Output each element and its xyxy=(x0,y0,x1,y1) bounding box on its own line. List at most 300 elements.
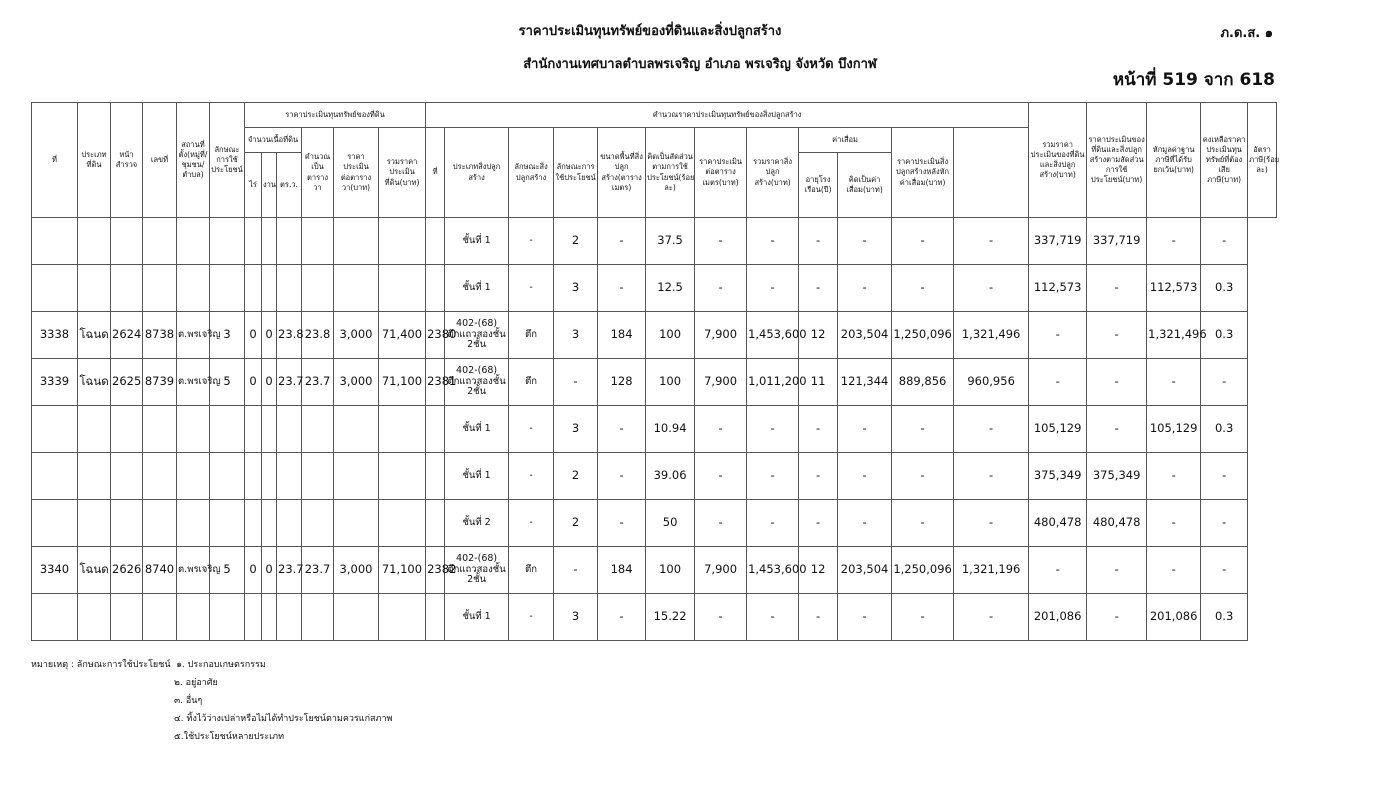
cell-land-type xyxy=(78,453,111,500)
table-row xyxy=(32,359,1277,406)
cell-b-usage: 2 xyxy=(554,218,598,265)
cell-ngan: 0 xyxy=(262,312,277,359)
cell-usage xyxy=(210,218,245,265)
cell-b-pct: 15.22 xyxy=(646,594,695,641)
cell-land-total: 71,100 xyxy=(379,547,426,594)
cell-exemption: - xyxy=(1087,359,1147,406)
col-rai: ไร่ xyxy=(245,153,262,218)
cell-grand-total: 1,321,496 xyxy=(954,312,1029,359)
cell-b-no xyxy=(426,453,445,500)
table-row xyxy=(32,265,1277,312)
cell-land-type: โฉนด xyxy=(78,547,111,594)
cell-b-after-dep: - xyxy=(892,500,954,547)
cell-survey-page xyxy=(111,406,143,453)
cell-age: - xyxy=(799,453,838,500)
table-row xyxy=(32,594,1277,641)
cell-survey-page: 2626 xyxy=(111,547,143,594)
cell-b-pct: 50 xyxy=(646,500,695,547)
assessment-table xyxy=(31,102,1280,641)
cell-b-no xyxy=(426,500,445,547)
cell-location xyxy=(177,453,210,500)
cell-location: ต.พรเจริญ xyxy=(177,547,210,594)
cell-location xyxy=(177,500,210,547)
cell-b-after-dep: - xyxy=(892,594,954,641)
cell-ngan xyxy=(262,406,277,453)
cell-age: - xyxy=(799,594,838,641)
cell-tax-rate: - xyxy=(1201,453,1248,500)
cell-b-after-dep: 889,856 xyxy=(892,359,954,406)
cell-no xyxy=(32,218,78,265)
cell-deed-no xyxy=(143,594,177,641)
cell-b-price-sqm: - xyxy=(695,594,747,641)
cell-calc-sqwa xyxy=(302,453,334,500)
cell-rai xyxy=(245,406,262,453)
cell-sqwa xyxy=(277,265,302,312)
cell-b-no xyxy=(426,594,445,641)
cell-b-pct: 100 xyxy=(646,359,695,406)
cell-usage xyxy=(210,265,245,312)
cell-price-per-sqwa: 3,000 xyxy=(334,547,379,594)
cell-b-after-dep: 1,250,096 xyxy=(892,312,954,359)
cell-b-price-sqm: - xyxy=(695,500,747,547)
cell-rai: 0 xyxy=(245,359,262,406)
table-row xyxy=(32,406,1277,453)
cell-grand-total: - xyxy=(954,453,1029,500)
cell-tax-rate: - xyxy=(1201,500,1248,547)
cell-usage: 3 xyxy=(210,312,245,359)
cell-grand-total: 960,956 xyxy=(954,359,1029,406)
cell-b-area: - xyxy=(598,594,646,641)
cell-tax-rate: 0.3 xyxy=(1201,406,1248,453)
cell-b-style: - xyxy=(509,453,554,500)
cell-b-total: - xyxy=(747,406,799,453)
cell-rai: 0 xyxy=(245,547,262,594)
cell-survey-page xyxy=(111,594,143,641)
cell-b-area: - xyxy=(598,453,646,500)
table-row xyxy=(32,218,1277,265)
cell-price-per-sqwa xyxy=(334,594,379,641)
col-deed-no: เลขที่ xyxy=(143,103,177,218)
cell-sqwa: 23.7 xyxy=(277,547,302,594)
cell-calc-sqwa: 23.7 xyxy=(302,359,334,406)
cell-by-usage: 480,478 xyxy=(1029,500,1087,547)
cell-sqwa xyxy=(277,500,302,547)
cell-b-area: - xyxy=(598,500,646,547)
col-sqwa: ตร.ว. xyxy=(277,153,302,218)
cell-exemption: 337,719 xyxy=(1087,218,1147,265)
cell-land-total xyxy=(379,265,426,312)
cell-land-type: โฉนด xyxy=(78,312,111,359)
cell-tax-rate: - xyxy=(1201,359,1248,406)
cell-price-per-sqwa xyxy=(334,406,379,453)
col-usage: ลักษณะการใช้ประโยชน์ xyxy=(210,103,245,218)
cell-calc-sqwa xyxy=(302,406,334,453)
notes xyxy=(31,656,392,746)
cell-no: 3338 xyxy=(32,312,78,359)
cell-grand-total: - xyxy=(954,218,1029,265)
col-tax-rate: อัตราภาษี(ร้อยละ) xyxy=(1248,103,1277,218)
cell-sqwa: 23.8 xyxy=(277,312,302,359)
cell-ngan xyxy=(262,218,277,265)
cell-deed-no xyxy=(143,453,177,500)
cell-b-price-sqm: - xyxy=(695,406,747,453)
table-row xyxy=(32,500,1277,547)
table-row xyxy=(32,547,1277,594)
cell-b-style: - xyxy=(509,218,554,265)
cell-by-usage: 105,129 xyxy=(1029,406,1087,453)
col-by-usage: ราคาประเมินของที่ดินและสิ่งปลูกสร้างตามสัดส่วนการใช้ประโยชน์(บาท) xyxy=(1087,103,1147,218)
cell-dep-amount: - xyxy=(838,218,892,265)
cell-grand-total: 1,321,196 xyxy=(954,547,1029,594)
cell-taxable: 1,321,496 xyxy=(1147,312,1201,359)
cell-no: 3339 xyxy=(32,359,78,406)
cell-price-per-sqwa xyxy=(334,218,379,265)
cell-calc-sqwa xyxy=(302,594,334,641)
cell-b-no xyxy=(426,218,445,265)
col-building-price-sqm: ราคาประเมินต่อตารางเมตร(บาท) xyxy=(695,128,747,218)
cell-age: - xyxy=(799,406,838,453)
cell-tax-rate: - xyxy=(1201,547,1248,594)
note-item: ๔. ทิ้งไว้ว่างเปล่าหรือไม่ได้ทำประโยชน์ตามควรแก่สภาพ xyxy=(174,714,393,724)
cell-rai xyxy=(245,265,262,312)
cell-land-total xyxy=(379,594,426,641)
cell-sqwa xyxy=(277,218,302,265)
cell-by-usage: - xyxy=(1029,312,1087,359)
cell-b-usage: 3 xyxy=(554,594,598,641)
cell-dep-amount: - xyxy=(838,500,892,547)
cell-land-total: 71,400 xyxy=(379,312,426,359)
cell-rai: 0 xyxy=(245,312,262,359)
cell-dep-amount: 203,504 xyxy=(838,312,892,359)
cell-tax-rate: 0.3 xyxy=(1201,265,1248,312)
cell-usage xyxy=(210,453,245,500)
cell-b-style: - xyxy=(509,500,554,547)
col-land-total: รวมราคาประเมินที่ดิน(บาท) xyxy=(379,128,426,218)
col-building-area: ขนาดพื้นที่สิ่งปลูกสร้าง(ตารางเมตร) xyxy=(598,128,646,218)
cell-deed-no xyxy=(143,406,177,453)
cell-dep-amount: - xyxy=(838,594,892,641)
cell-b-after-dep: - xyxy=(892,265,954,312)
cell-exemption: - xyxy=(1087,594,1147,641)
col-age: อายุโรงเรือน(ปี) xyxy=(799,153,838,218)
cell-b-area: 184 xyxy=(598,312,646,359)
cell-b-pct: 37.5 xyxy=(646,218,695,265)
cell-no xyxy=(32,594,78,641)
cell-survey-page xyxy=(111,500,143,547)
note-item: ๒. อยู่อาศัย xyxy=(174,678,218,688)
cell-usage: 5 xyxy=(210,359,245,406)
cell-by-usage: 201,086 xyxy=(1029,594,1087,641)
cell-survey-page: 2625 xyxy=(111,359,143,406)
cell-ngan: 0 xyxy=(262,547,277,594)
cell-b-area: - xyxy=(598,265,646,312)
col-no: ที่ xyxy=(32,103,78,218)
cell-b-no xyxy=(426,265,445,312)
cell-taxable: 112,573 xyxy=(1147,265,1201,312)
col-group-depreciation: ค่าเสื่อม xyxy=(799,128,892,153)
cell-ngan xyxy=(262,594,277,641)
cell-age: 12 xyxy=(799,312,838,359)
col-exemption: หักมูลค่าฐานภาษีที่ได้รับยกเว้น(บาท) xyxy=(1147,103,1201,218)
cell-b-type: ชั้นที่ 1 xyxy=(445,453,509,500)
col-building-pct: คิดเป็นสัดส่วนตามการใช้ประโยชน์(ร้อยละ) xyxy=(646,128,695,218)
cell-b-after-dep: - xyxy=(892,406,954,453)
page-info: หน้าที่ 519 จาก 618 xyxy=(1112,70,1275,90)
cell-b-pct: 10.94 xyxy=(646,406,695,453)
cell-b-price-sqm: - xyxy=(695,218,747,265)
col-calc-sqwa: คำนวณเป็นตารางวา xyxy=(302,128,334,218)
cell-exemption: - xyxy=(1087,265,1147,312)
cell-rai xyxy=(245,594,262,641)
cell-exemption: - xyxy=(1087,406,1147,453)
cell-survey-page xyxy=(111,453,143,500)
cell-by-usage: - xyxy=(1029,359,1087,406)
cell-b-total: 1,453,600 xyxy=(747,312,799,359)
col-building-after-dep: ราคาประเมินสิ่งปลูกสร้างหลังหักค่าเสื่อม(บาท) xyxy=(892,128,954,218)
col-dep-amount: คิดเป็นค่าเสื่อม(บาท) xyxy=(838,153,892,218)
cell-b-type: ชั้นที่ 1 xyxy=(445,218,509,265)
cell-b-price-sqm: - xyxy=(695,453,747,500)
cell-b-no: 2381 xyxy=(426,359,445,406)
cell-b-pct: 100 xyxy=(646,312,695,359)
col-survey-page: หน้าสำรวจ xyxy=(111,103,143,218)
cell-b-total: - xyxy=(747,500,799,547)
cell-no: 3340 xyxy=(32,547,78,594)
cell-b-usage: 3 xyxy=(554,265,598,312)
cell-b-after-dep: - xyxy=(892,453,954,500)
cell-b-type: ชั้นที่ 1 xyxy=(445,594,509,641)
cell-b-price-sqm: 7,900 xyxy=(695,312,747,359)
cell-no xyxy=(32,406,78,453)
cell-b-area: - xyxy=(598,406,646,453)
cell-b-no xyxy=(426,406,445,453)
cell-location xyxy=(177,406,210,453)
cell-exemption: 375,349 xyxy=(1087,453,1147,500)
cell-dep-amount: - xyxy=(838,453,892,500)
cell-b-style: ตึก xyxy=(509,359,554,406)
cell-tax-rate: 0.3 xyxy=(1201,594,1248,641)
cell-price-per-sqwa: 3,000 xyxy=(334,359,379,406)
col-building-type: ประเภทสิ่งปลูกสร้าง xyxy=(445,128,509,218)
cell-ngan xyxy=(262,453,277,500)
cell-b-area: 184 xyxy=(598,547,646,594)
cell-deed-no: 8739 xyxy=(143,359,177,406)
cell-grand-total: - xyxy=(954,265,1029,312)
cell-usage xyxy=(210,500,245,547)
note-item: ๑. ประกอบเกษตรกรรม xyxy=(176,660,266,670)
cell-b-total: - xyxy=(747,594,799,641)
cell-deed-no xyxy=(143,218,177,265)
cell-age: - xyxy=(799,500,838,547)
cell-b-total: 1,453,600 xyxy=(747,547,799,594)
cell-by-usage: 112,573 xyxy=(1029,265,1087,312)
cell-taxable: - xyxy=(1147,453,1201,500)
col-ngan: งาน xyxy=(262,153,277,218)
cell-b-no: 2380 xyxy=(426,312,445,359)
cell-rai xyxy=(245,218,262,265)
cell-b-total: 1,011,200 xyxy=(747,359,799,406)
cell-price-per-sqwa: 3,000 xyxy=(334,312,379,359)
cell-land-type xyxy=(78,265,111,312)
note-item: ๓. อื่นๆ xyxy=(174,696,203,706)
cell-no xyxy=(32,500,78,547)
notes-label: หมายเหตุ : ลักษณะการใช้ประโยชน์ xyxy=(31,660,171,670)
cell-sqwa xyxy=(277,594,302,641)
cell-land-type xyxy=(78,594,111,641)
cell-land-type xyxy=(78,218,111,265)
document-subtitle: สำนักงานเทศบาลตำบลพรเจริญ อำเภอ พรเจริญ จังหวัด บึงกาฬ xyxy=(523,57,877,72)
col-building-total: รวมราคาสิ่งปลูกสร้าง(บาท) xyxy=(747,128,799,218)
cell-location: ต.พรเจริญ xyxy=(177,312,210,359)
cell-dep-amount: 203,504 xyxy=(838,547,892,594)
cell-survey-page xyxy=(111,265,143,312)
cell-b-usage: 3 xyxy=(554,312,598,359)
cell-calc-sqwa: 23.8 xyxy=(302,312,334,359)
cell-b-usage: 3 xyxy=(554,406,598,453)
cell-b-style: ตึก xyxy=(509,312,554,359)
cell-deed-no xyxy=(143,500,177,547)
cell-usage xyxy=(210,594,245,641)
note-item: ๕.ใช้ประโยชน์หลายประเภท xyxy=(174,732,285,742)
cell-calc-sqwa xyxy=(302,218,334,265)
cell-ngan xyxy=(262,265,277,312)
cell-taxable: - xyxy=(1147,500,1201,547)
cell-grand-total: - xyxy=(954,500,1029,547)
cell-survey-page: 2624 xyxy=(111,312,143,359)
cell-b-style: - xyxy=(509,265,554,312)
cell-taxable: - xyxy=(1147,218,1201,265)
cell-tax-rate: - xyxy=(1201,218,1248,265)
col-building-usage: ลักษณะการใช้ประโยชน์ xyxy=(554,128,598,218)
cell-taxable: 201,086 xyxy=(1147,594,1201,641)
cell-b-price-sqm: - xyxy=(695,265,747,312)
cell-dep-amount: 121,344 xyxy=(838,359,892,406)
cell-exemption: 480,478 xyxy=(1087,500,1147,547)
cell-b-after-dep: - xyxy=(892,218,954,265)
cell-b-type: ชั้นที่ 1 xyxy=(445,406,509,453)
table-row xyxy=(32,312,1277,359)
cell-taxable: 105,129 xyxy=(1147,406,1201,453)
cell-calc-sqwa xyxy=(302,500,334,547)
cell-land-total xyxy=(379,453,426,500)
cell-location xyxy=(177,594,210,641)
cell-price-per-sqwa xyxy=(334,500,379,547)
cell-usage xyxy=(210,406,245,453)
cell-location xyxy=(177,265,210,312)
cell-ngan xyxy=(262,500,277,547)
cell-taxable: - xyxy=(1147,359,1201,406)
cell-land-type: โฉนด xyxy=(78,359,111,406)
cell-b-usage: 2 xyxy=(554,500,598,547)
cell-b-pct: 100 xyxy=(646,547,695,594)
cell-b-area: 128 xyxy=(598,359,646,406)
cell-dep-amount: - xyxy=(838,265,892,312)
cell-location: ต.พรเจริญ xyxy=(177,359,210,406)
cell-land-total xyxy=(379,406,426,453)
cell-by-usage: 375,349 xyxy=(1029,453,1087,500)
cell-b-pct: 39.06 xyxy=(646,453,695,500)
cell-b-total: - xyxy=(747,453,799,500)
col-price-per-sqwa: ราคาประเมินต่อตารางวา(บาท) xyxy=(334,128,379,218)
cell-b-type: ชั้นที่ 2 xyxy=(445,500,509,547)
cell-b-after-dep: 1,250,096 xyxy=(892,547,954,594)
cell-b-total: - xyxy=(747,218,799,265)
cell-survey-page xyxy=(111,218,143,265)
cell-land-type xyxy=(78,500,111,547)
cell-price-per-sqwa xyxy=(334,453,379,500)
cell-calc-sqwa xyxy=(302,265,334,312)
col-taxable: คงเหลือราคาประเมินทุนทรัพย์ที่ต้องเสียภาษี(บาท) xyxy=(1201,103,1248,218)
cell-age: - xyxy=(799,218,838,265)
cell-no xyxy=(32,453,78,500)
col-group-area: จำนวนเนื้อที่ดิน xyxy=(245,128,302,153)
cell-b-type: ชั้นที่ 1 xyxy=(445,265,509,312)
cell-land-type xyxy=(78,406,111,453)
cell-age: 12 xyxy=(799,547,838,594)
cell-b-style: - xyxy=(509,594,554,641)
cell-calc-sqwa: 23.7 xyxy=(302,547,334,594)
cell-usage: 5 xyxy=(210,547,245,594)
cell-taxable: - xyxy=(1147,547,1201,594)
cell-b-usage: - xyxy=(554,359,598,406)
cell-deed-no: 8740 xyxy=(143,547,177,594)
cell-age: 11 xyxy=(799,359,838,406)
cell-b-no: 2382 xyxy=(426,547,445,594)
cell-exemption: - xyxy=(1087,312,1147,359)
cell-deed-no: 8738 xyxy=(143,312,177,359)
cell-b-usage: 2 xyxy=(554,453,598,500)
cell-age: - xyxy=(799,265,838,312)
table-row xyxy=(32,453,1277,500)
cell-land-total: 71,100 xyxy=(379,359,426,406)
cell-dep-amount: - xyxy=(838,406,892,453)
cell-land-total xyxy=(379,218,426,265)
col-group-building: คำนวณราคาประเมินทุนทรัพย์ของสิ่งปลูกสร้าง xyxy=(426,103,1029,128)
cell-tax-rate: 0.3 xyxy=(1201,312,1248,359)
form-code: ภ.ด.ส. ๑ xyxy=(1220,26,1273,41)
document-title: ราคาประเมินทุนทรัพย์ของที่ดินและสิ่งปลูกสร้าง xyxy=(518,24,782,39)
cell-b-style: ตึก xyxy=(509,547,554,594)
cell-sqwa: 23.7 xyxy=(277,359,302,406)
cell-grand-total: - xyxy=(954,406,1029,453)
cell-b-type: 402-(68) ตึกแถวสองชั้น 2ชั้น xyxy=(445,359,509,406)
cell-b-pct: 12.5 xyxy=(646,265,695,312)
col-grand-total: รวมราคาประเมินของที่ดินและสิ่งปลูกสร้าง(บาท) xyxy=(1029,103,1087,218)
cell-deed-no xyxy=(143,265,177,312)
col-land-type: ประเภทที่ดิน xyxy=(78,103,111,218)
cell-b-usage: - xyxy=(554,547,598,594)
cell-grand-total: - xyxy=(954,594,1029,641)
cell-b-price-sqm: 7,900 xyxy=(695,547,747,594)
cell-ngan: 0 xyxy=(262,359,277,406)
cell-rai xyxy=(245,453,262,500)
cell-b-type: 402-(68) ตึกแถวสองชั้น 2ชั้น xyxy=(445,312,509,359)
col-group-land: ราคาประเมินทุนทรัพย์ของที่ดิน xyxy=(245,103,426,128)
col-building-style: ลักษณะสิ่งปลูกสร้าง xyxy=(509,128,554,218)
cell-b-style: - xyxy=(509,406,554,453)
cell-by-usage: 337,719 xyxy=(1029,218,1087,265)
cell-exemption: - xyxy=(1087,547,1147,594)
col-location: สถานที่ตั้ง(หมู่ที่/ชุมชน/ตำบล) xyxy=(177,103,210,218)
cell-b-area: - xyxy=(598,218,646,265)
cell-b-price-sqm: 7,900 xyxy=(695,359,747,406)
cell-by-usage: - xyxy=(1029,547,1087,594)
cell-price-per-sqwa xyxy=(334,265,379,312)
cell-sqwa xyxy=(277,453,302,500)
cell-rai xyxy=(245,500,262,547)
cell-land-total xyxy=(379,500,426,547)
cell-no xyxy=(32,265,78,312)
